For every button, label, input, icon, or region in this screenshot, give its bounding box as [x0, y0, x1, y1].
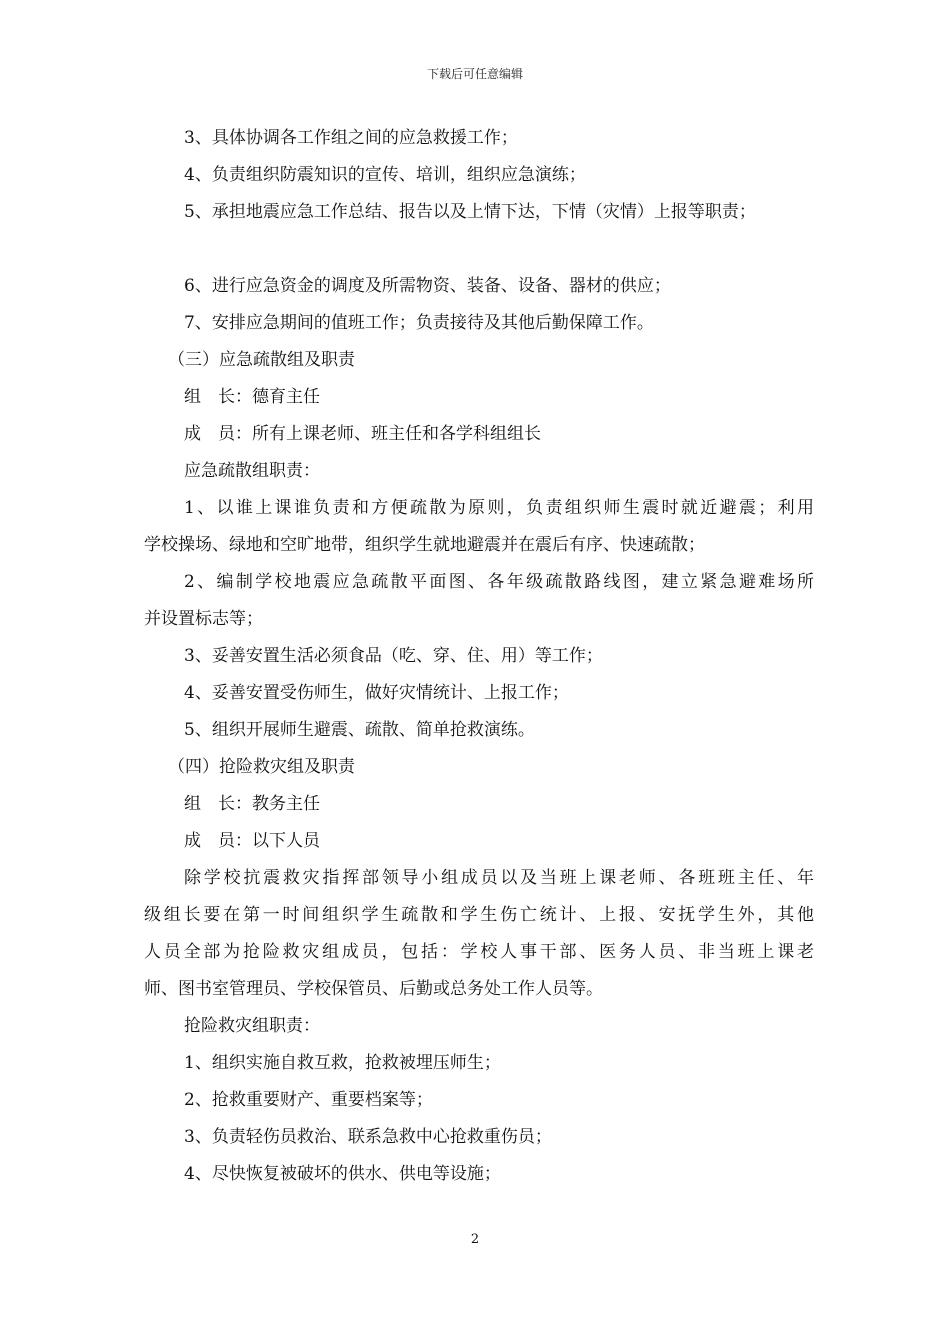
- text-line: 7、安排应急期间的值班工作；负责接待及其他后勤保障工作。: [184, 313, 654, 333]
- text-line: 3、具体协调各工作组之间的应急救援工作；: [184, 128, 518, 148]
- text-line: 学校操场、绿地和空旷地带，组织学生就地避震并在震后有序、快速疏散；: [144, 535, 705, 555]
- text-line: 6、进行应急资金的调度及所需物资、装备、设备、器材的供应；: [184, 276, 671, 296]
- text-line: 师、图书室管理员、学校保管员、后勤或总务处工作人员等。: [144, 979, 603, 999]
- text-line: 2、抢救重要财产、重要档案等；: [184, 1090, 433, 1110]
- text-line: 1、组织实施自救互救，抢救被埋压师生；: [184, 1053, 501, 1073]
- blank-line: [144, 231, 814, 268]
- text-line: 3、妥善安置生活必须食品（吃、穿、住、用）等工作；: [184, 646, 603, 666]
- page-number: 2: [470, 1232, 480, 1247]
- text-line: 3、负责轻伤员救治、联系急救中心抢救重伤员；: [184, 1127, 552, 1147]
- text-line: 1、以谁上课谁负责和方便疏散为原则，负责组织师生震时就近避震；利用: [184, 498, 814, 518]
- text-line: 级组长要在第一时间组织学生疏散和学生伤亡统计、上报、安抚学生外，其他: [144, 905, 814, 925]
- text-line: 并设置标志等；: [144, 609, 263, 629]
- text-line: 人员全部为抢险救灾组成员，包括：学校人事干部、医务人员、非当班上课老: [144, 942, 814, 962]
- text-line: 5、承担地震应急工作总结、报告以及上情下达，下情（灾情）上报等职责；: [184, 202, 756, 222]
- page-header: 下载后可任意编辑: [426, 67, 523, 81]
- text-line: 4、妥善安置受伤师生，做好灾情统计、上报工作；: [184, 683, 569, 703]
- document-body: [144, 120, 814, 1193]
- section-heading: （三）应急疏散组及职责: [168, 350, 355, 370]
- text-line: 应急疏散组职责：: [184, 461, 320, 481]
- text-line: 4、尽快恢复被破坏的供水、供电等设施；: [184, 1164, 501, 1184]
- text-line: 组 长：教务主任: [184, 794, 320, 814]
- section-heading: （四）抢险救灾组及职责: [168, 757, 355, 777]
- text-line: 除学校抗震救灾指挥部领导小组成员以及当班上课老师、各班班主任、年: [184, 868, 814, 888]
- text-line: 组 长：德育主任: [184, 387, 320, 407]
- text-line: 5、组织开展师生避震、疏散、简单抢救演练。: [184, 720, 535, 740]
- text-line: 2、编制学校地震应急疏散平面图、各年级疏散路线图，建立紧急避难场所: [184, 572, 814, 592]
- text-line: 4、负责组织防震知识的宣传、培训，组织应急演练；: [184, 165, 586, 185]
- text-line: 抢险救灾组职责：: [184, 1016, 320, 1036]
- text-line: 成 员：以下人员: [184, 831, 320, 851]
- text-line: 成 员：所有上课老师、班主任和各学科组组长: [184, 424, 541, 444]
